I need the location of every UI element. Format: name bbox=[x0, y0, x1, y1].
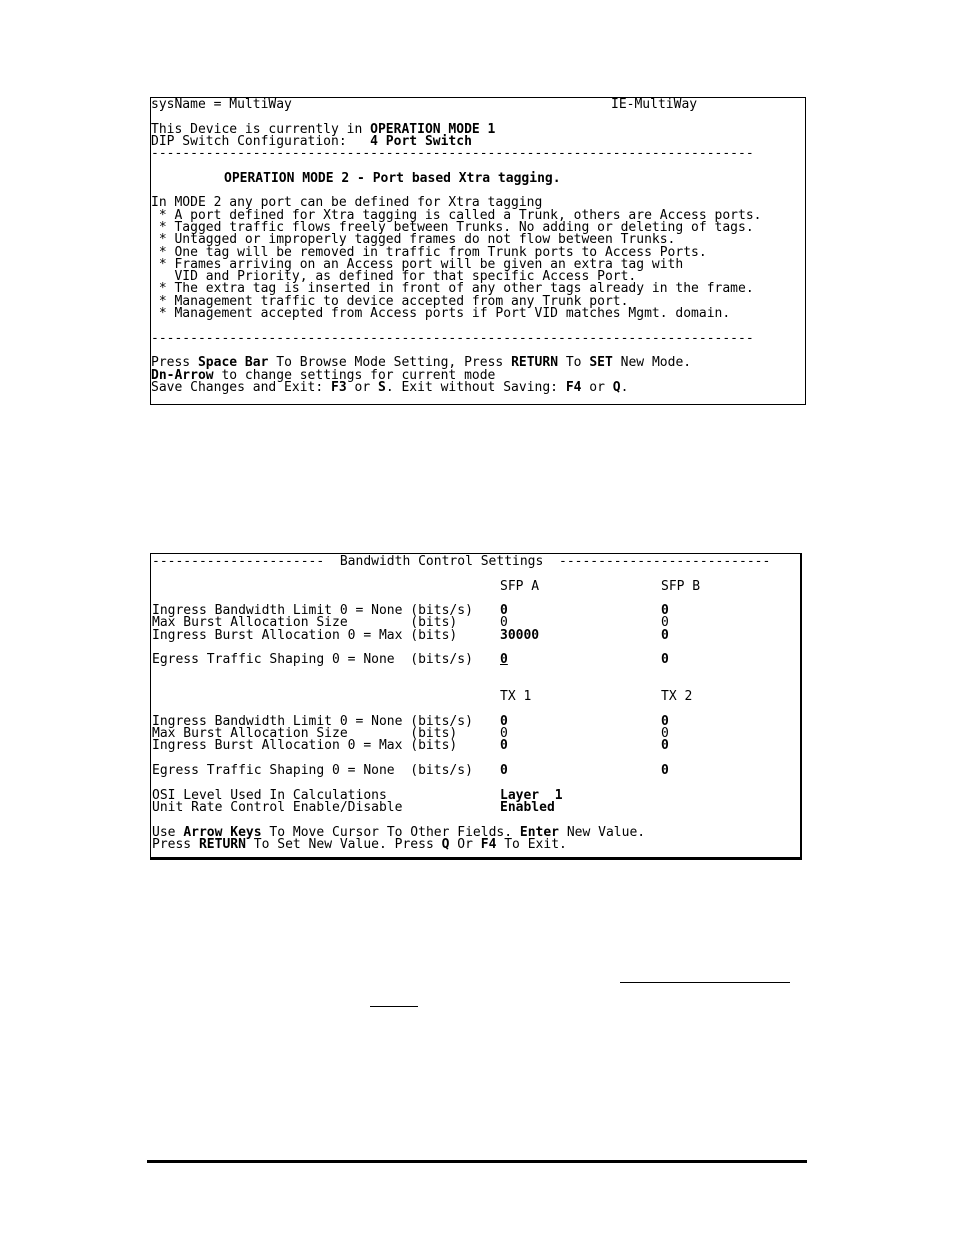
help-text: Use bbox=[152, 824, 184, 840]
help-text: Save Changes and Exit: bbox=[151, 379, 332, 395]
separator-top: ----------------------------------------------------------------------------- bbox=[151, 148, 754, 161]
mode-intro: In MODE 2 any port can be defined for Xtra tagging bbox=[151, 195, 543, 211]
tx2-ingress-burst-field[interactable]: 0 bbox=[661, 738, 669, 754]
dip-switch-line bbox=[151, 133, 805, 149]
tx2-ingress-bw-field[interactable]: 0 bbox=[661, 713, 669, 729]
col-tx-1: TX 1 bbox=[500, 689, 532, 705]
current-mode-value: OPERATION MODE 1 bbox=[370, 121, 496, 137]
sfp-b-egress-field[interactable]: 0 bbox=[661, 652, 669, 668]
bandwidth-control-terminal bbox=[150, 553, 802, 860]
sfp-a-ingress-bw-field[interactable]: 0 bbox=[500, 603, 508, 619]
return-key[interactable]: RETURN bbox=[198, 836, 246, 852]
tx2-egress-field[interactable]: 0 bbox=[661, 763, 669, 779]
title-rule-left: ---------------------- bbox=[152, 554, 340, 569]
help-text: Or bbox=[449, 836, 481, 852]
help-text: To bbox=[558, 355, 590, 371]
set-key: SET bbox=[589, 355, 613, 371]
sfp-a-egress-field[interactable]: 0 bbox=[500, 652, 508, 668]
osi-level-field[interactable]: Layer 1 bbox=[500, 787, 563, 803]
footer-rule bbox=[147, 1160, 807, 1163]
sfp-b-ingress-burst-field[interactable]: 0 bbox=[661, 627, 669, 643]
q-key[interactable]: Q bbox=[612, 379, 621, 395]
bullet-item: * Management traffic to device accepted from any Trunk port. bbox=[151, 293, 629, 309]
help-text: To Move Cursor To Other Fields. bbox=[261, 824, 520, 840]
help-text: New Mode. bbox=[612, 355, 692, 371]
tx-egress-row bbox=[152, 765, 800, 777]
tx1-ingress-bw-field[interactable]: 0 bbox=[500, 713, 508, 729]
bullet-item: * Frames arriving on an Access port will be given an extra tag with bbox=[151, 256, 684, 272]
field-label: OSI Level Used In Calculations bbox=[152, 787, 481, 803]
bullet-item: VID and Priority, as defined for that specific Access Port. bbox=[151, 269, 637, 285]
unit-rate-field[interactable]: Enabled bbox=[500, 799, 555, 815]
bullet-item: * Management accepted from Access ports if Port VID matches Mgmt. domain. bbox=[151, 306, 731, 322]
sfp-egress-row bbox=[152, 654, 800, 666]
sfp-a-max-burst-field[interactable]: 0 bbox=[500, 615, 508, 631]
bullet-item: * One tag will be removed in traffic from Trunk ports to Access Ports. bbox=[151, 244, 707, 260]
sfp-b-max-burst-field[interactable]: 0 bbox=[661, 615, 669, 631]
hostname: IE-MultiWay bbox=[611, 97, 698, 112]
help-text: Press bbox=[152, 836, 199, 852]
underline-mark bbox=[370, 1006, 418, 1007]
tx1-max-burst-field[interactable]: 0 bbox=[500, 726, 508, 742]
tx-ingress-burst-row bbox=[152, 740, 800, 752]
help-text: or bbox=[581, 379, 613, 395]
field-label: Unit Rate Control Enable/Disable bbox=[152, 799, 481, 815]
operation-mode-terminal bbox=[150, 97, 806, 405]
unit-rate-row bbox=[152, 799, 800, 815]
help-text: . bbox=[620, 379, 629, 395]
f4-key[interactable]: F4 bbox=[480, 836, 497, 852]
sfp-b-ingress-bw-field[interactable]: 0 bbox=[661, 603, 669, 619]
title-rule-right: --------------------------- bbox=[543, 554, 771, 569]
field-label: Ingress Burst Allocation 0 = Max (bits) bbox=[152, 738, 489, 754]
help-text: to change settings for current mode bbox=[213, 367, 496, 383]
help-line-3 bbox=[151, 379, 805, 395]
col-sfp-a: SFP A bbox=[500, 578, 540, 594]
current-mode-label: This Device is currently in bbox=[151, 121, 371, 137]
sfp-ingress-burst-row bbox=[152, 627, 800, 643]
field-label: Max Burst Allocation Size (bits) bbox=[152, 726, 489, 742]
arrow-keys[interactable]: Arrow Keys bbox=[183, 824, 262, 840]
bullet-item: * Untagged or improperly tagged frames do not flow between Trunks. bbox=[151, 232, 676, 248]
tx1-egress-field[interactable]: 0 bbox=[500, 763, 508, 779]
col-tx-2: TX 2 bbox=[661, 689, 693, 705]
help-text: To Set New Value. Press bbox=[245, 836, 442, 852]
tx2-max-burst-field[interactable]: 0 bbox=[661, 726, 669, 742]
help-text: To Exit. bbox=[496, 836, 567, 852]
bullet-item: * A port defined for Xtra tagging is called a Trunk, others are Access ports. bbox=[151, 207, 762, 223]
space-bar-key[interactable]: Space Bar bbox=[197, 355, 269, 371]
help-text: Press bbox=[151, 355, 198, 371]
return-key[interactable]: RETURN bbox=[511, 355, 559, 371]
help-text: or bbox=[346, 379, 378, 395]
bandwidth-title-line bbox=[152, 556, 800, 568]
dip-switch-label: DIP Switch Configuration: bbox=[151, 133, 371, 149]
separator-bottom: ----------------------------------------------------------------------------- bbox=[151, 332, 754, 345]
f3-key[interactable]: F3 bbox=[331, 379, 347, 395]
dn-arrow-key[interactable]: Dn-Arrow bbox=[151, 367, 214, 383]
field-label: Egress Traffic Shaping 0 = None (bits/s) bbox=[152, 652, 489, 668]
sfp-column-header bbox=[152, 578, 800, 594]
q-key[interactable]: Q bbox=[441, 836, 450, 852]
s-key[interactable]: S bbox=[377, 379, 386, 395]
help-text: . Exit without Saving: bbox=[385, 379, 566, 395]
bullet-item: * Tagged traffic flows freely between Trunks. No adding or deleting of tags. bbox=[151, 219, 754, 235]
field-label: Ingress Bandwidth Limit 0 = None (bits/s) bbox=[152, 713, 489, 729]
bandwidth-title: Bandwidth Control Settings bbox=[339, 554, 544, 569]
mode-heading: OPERATION MODE 2 - Port based Xtra tagging. bbox=[224, 170, 561, 186]
sysname: sysName = MultiWay bbox=[151, 97, 292, 112]
field-label: Max Burst Allocation Size (bits) bbox=[152, 615, 489, 631]
bullet-item: * The extra tag is inserted in front of any other tags already in the frame. bbox=[151, 281, 754, 297]
bw-help-line-2 bbox=[152, 836, 800, 852]
field-label: Ingress Burst Allocation 0 = Max (bits) bbox=[152, 627, 489, 643]
sysname-line bbox=[151, 99, 805, 111]
tx1-ingress-burst-field[interactable]: 0 bbox=[500, 738, 508, 754]
dip-switch-value: 4 Port Switch bbox=[370, 133, 472, 149]
f4-key[interactable]: F4 bbox=[565, 379, 582, 395]
help-text: New Value. bbox=[559, 824, 646, 840]
help-text: To Browse Mode Setting, Press bbox=[268, 355, 512, 371]
tx-column-header bbox=[152, 691, 800, 703]
enter-key[interactable]: Enter bbox=[519, 824, 560, 840]
underline-mark bbox=[620, 982, 790, 983]
sfp-a-ingress-burst-field[interactable]: 30000 bbox=[500, 627, 540, 643]
field-label: Egress Traffic Shaping 0 = None (bits/s) bbox=[152, 763, 489, 779]
col-sfp-b: SFP B bbox=[661, 578, 701, 594]
field-label: Ingress Bandwidth Limit 0 = None (bits/s) bbox=[152, 603, 489, 619]
